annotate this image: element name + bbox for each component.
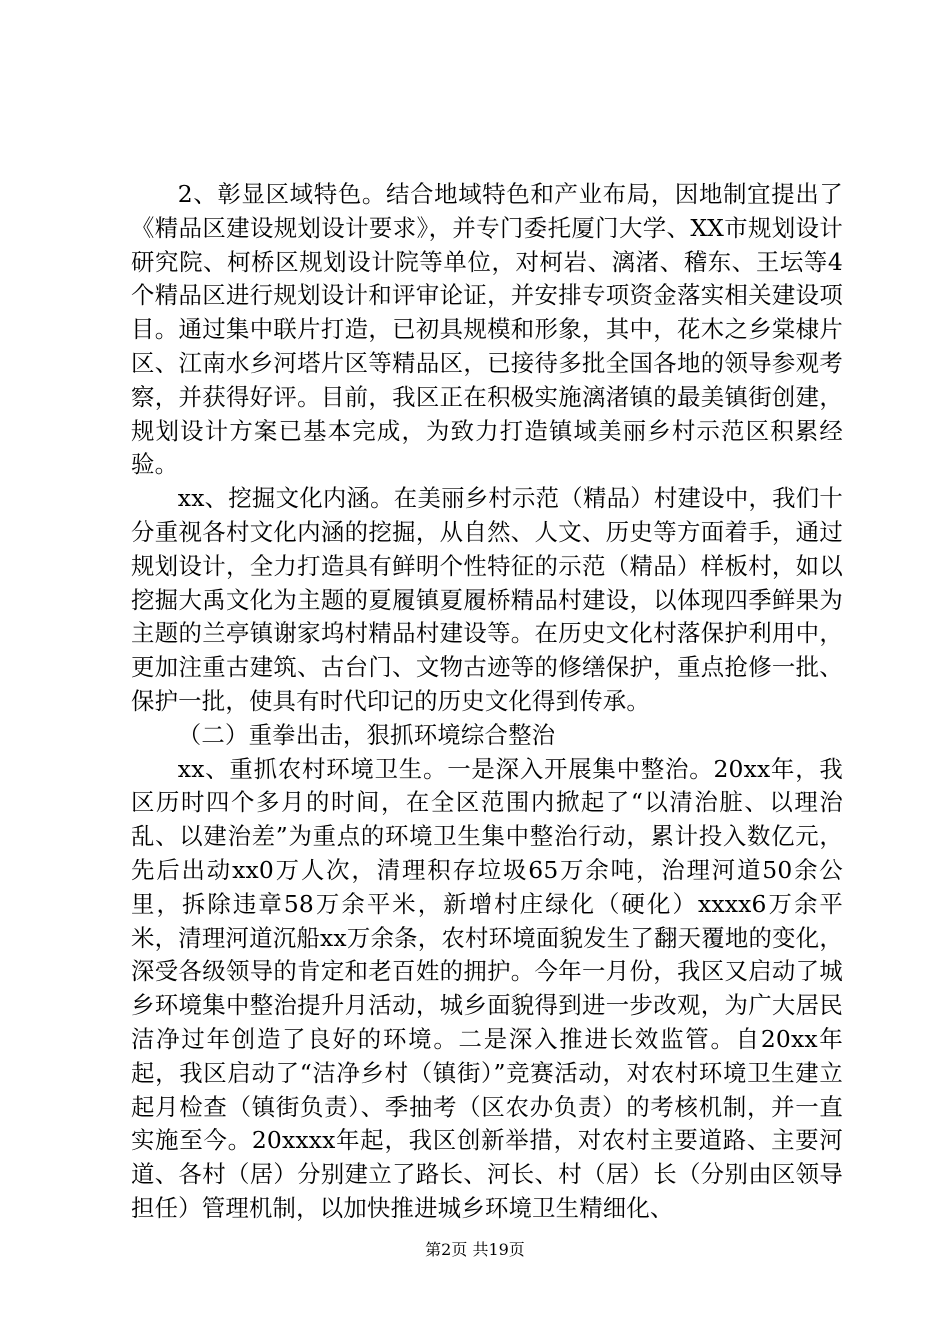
section-heading: （二）重拳出击，狠抓环境综合整治 <box>177 720 556 749</box>
document-body <box>131 178 843 1226</box>
paragraph-cultural-connotation: xx、挖掘文化内涵。在美丽乡村示范（精品）村建设中，我们十分重视各村文化内涵的挖掘，从自然、人文、历史等方面着手，通过规划设计，全力打造具有鲜明个性特征的示范（精品）样板村，如以挖掘大禹文化为主题的夏履镇夏履桥精品村建设，以体现四季鲜果为主题的兰亭镇谢家坞村精品村建设等。在历史文化村落保护利用中，更加注重古建筑、古台门、文物古迹等的修缮保护，重点抢修一批、保护一批，使具有时代印记的历史文化得到传承。 <box>131 484 843 715</box>
paragraph-regional-features: 2、彰显区域特色。结合地域特色和产业布局，因地制宜提出了《精品区建设规划设计要求》，并专门委托厦门大学、XX市规划设计研究院、柯桥区规划设计院等单位，对柯岩、漓渚、稽东、王坛等4个精品区进行规划设计和评审论证，并安排专项资金落实相关建设项目。通过集中联片打造，已初具规模和形象，其中，花木之乡棠棣片区、江南水乡河塔片区等精品区，已接待多批全国各地的领导参观考察，并获得好评。目前，我区正在积极实施漓渚镇的最美镇街创建，规划设计方案已基本完成，为致力打造镇域美丽乡村示范区积累经验。 <box>131 180 843 479</box>
paragraph-environmental-sanitation: xx、重抓农村环境卫生。一是深入开展集中整治。20xx年，我区历时四个多月的时间，在全区范围内掀起了“以清治脏、以理治乱、以建治差”为重点的环境卫生集中整治行动，累计投入数亿元，先后出动xx0万人次，清理积存垃圾65万余吨，治理河道50余公里，拆除违章58万余平米，新增村庄绿化（硬化）xxxx6万余平米，清理河道沉船xx万余条，农村环境面貌发生了翻天覆地的变化，深受各级领导的肯定和老百姓的拥护。今年一月份，我区又启动了城乡环境集中整治提升月活动，城乡面貌得到进一步改观，为广大居民洁净过年创造了良好的环境。二是深入推进长效监管。自20xx年起，我区启动了“洁净乡村（镇街）”竞赛活动，对农村环境卫生建立起月检查（镇街负责）、季抽考（区农办负责）的考核机制，并一直实施至今。20xxxx年起，我区创新举措，对农村主要道路、主要河道、各村（居）分别建立了路长、河长、村（居）长（分别由区领导担任）管理机制，以加快推进城乡环境卫生精细化、 <box>131 754 843 1222</box>
page-number-footer: 第2页 共19页 <box>425 1240 525 1259</box>
